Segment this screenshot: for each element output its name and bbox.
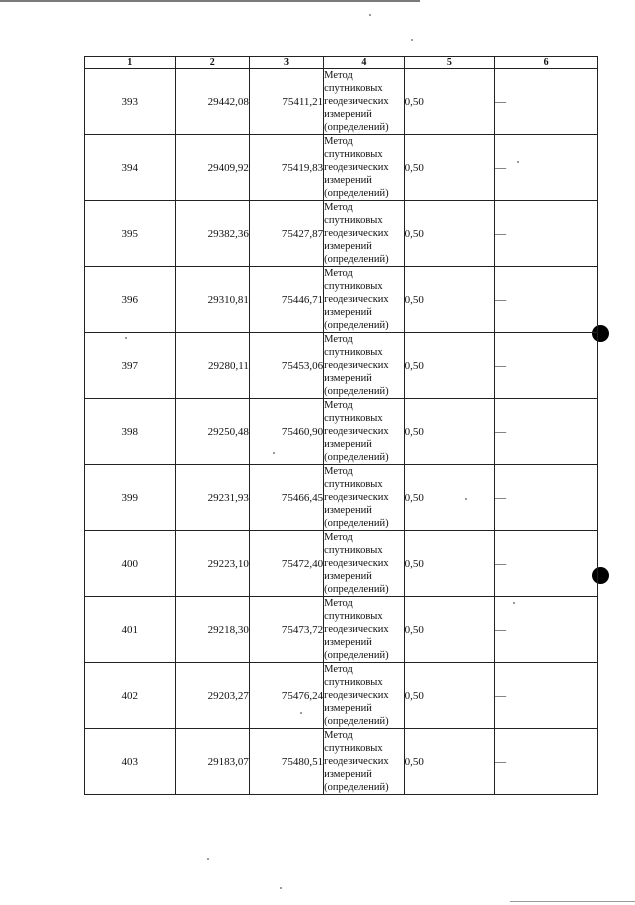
- coordinate-x: 29280,11: [175, 333, 249, 399]
- coordinate-x: 29231,93: [175, 465, 249, 531]
- coordinate-x: 29203,27: [175, 663, 249, 729]
- method-cell: Метод спутниковых геодезических измерений (определений): [324, 729, 404, 795]
- description-cell: —: [495, 69, 598, 135]
- coordinate-y: 75472,40: [249, 531, 323, 597]
- accuracy-cell: 0,50: [404, 399, 495, 465]
- column-header-2: 2: [175, 57, 249, 69]
- coordinate-y: 75453,06: [249, 333, 323, 399]
- table-row: [85, 465, 598, 531]
- coordinate-y: 75460,90: [249, 399, 323, 465]
- method-cell: Метод спутниковых геодезических измерений (определений): [324, 399, 404, 465]
- coordinate-y: 75411,21: [249, 69, 323, 135]
- accuracy-cell: 0,50: [404, 729, 495, 795]
- column-header-3: 3: [249, 57, 323, 69]
- method-cell: Метод спутниковых геодезических измерений (определений): [324, 201, 404, 267]
- table-row: [85, 69, 598, 135]
- method-cell: Метод спутниковых геодезических измерений (определений): [324, 333, 404, 399]
- coordinate-y: 75473,72: [249, 597, 323, 663]
- coordinate-y: 75466,45: [249, 465, 323, 531]
- description-cell: —: [495, 465, 598, 531]
- point-number: 394: [85, 135, 176, 201]
- coordinate-x: 29382,36: [175, 201, 249, 267]
- table-row: [85, 201, 598, 267]
- point-number: 393: [85, 69, 176, 135]
- coordinate-x: 29223,10: [175, 531, 249, 597]
- description-cell: —: [495, 267, 598, 333]
- method-cell: Метод спутниковых геодезических измерений (определений): [324, 465, 404, 531]
- point-number: 401: [85, 597, 176, 663]
- header-row: [85, 57, 598, 69]
- coordinate-x: 29250,48: [175, 399, 249, 465]
- accuracy-cell: 0,50: [404, 69, 495, 135]
- coordinate-x: 29310,81: [175, 267, 249, 333]
- coordinate-x: 29183,07: [175, 729, 249, 795]
- scan-top-edge: [0, 0, 420, 2]
- coordinate-x: 29218,30: [175, 597, 249, 663]
- accuracy-cell: 0,50: [404, 597, 495, 663]
- accuracy-cell: 0,50: [404, 267, 495, 333]
- coordinate-y: 75476,24: [249, 663, 323, 729]
- point-number: 395: [85, 201, 176, 267]
- point-number: 402: [85, 663, 176, 729]
- point-number: 403: [85, 729, 176, 795]
- point-number: 396: [85, 267, 176, 333]
- scan-speck: [411, 39, 413, 41]
- description-cell: —: [495, 531, 598, 597]
- table-row: [85, 531, 598, 597]
- point-number: 397: [85, 333, 176, 399]
- accuracy-cell: 0,50: [404, 333, 495, 399]
- table-row: [85, 333, 598, 399]
- method-cell: Метод спутниковых геодезических измерений (определений): [324, 69, 404, 135]
- coordinate-x: 29409,92: [175, 135, 249, 201]
- table-row: [85, 729, 598, 795]
- scan-bottom-edge: [510, 901, 635, 902]
- coordinate-y: 75419,83: [249, 135, 323, 201]
- point-number: 399: [85, 465, 176, 531]
- description-cell: —: [495, 399, 598, 465]
- table-row: [85, 399, 598, 465]
- coordinates-table: [84, 56, 598, 795]
- scan-speck: [280, 887, 282, 889]
- scan-speck: [369, 14, 371, 16]
- description-cell: —: [495, 201, 598, 267]
- method-cell: Метод спутниковых геодезических измерений (определений): [324, 531, 404, 597]
- coordinate-y: 75427,87: [249, 201, 323, 267]
- point-number: 400: [85, 531, 176, 597]
- point-number: 398: [85, 399, 176, 465]
- table-row: [85, 267, 598, 333]
- coordinate-y: 75446,71: [249, 267, 323, 333]
- table-row: [85, 135, 598, 201]
- scan-speck: [207, 858, 209, 860]
- coordinate-x: 29442,08: [175, 69, 249, 135]
- column-header-5: 5: [404, 57, 495, 69]
- description-cell: —: [495, 729, 598, 795]
- accuracy-cell: 0,50: [404, 663, 495, 729]
- accuracy-cell: 0,50: [404, 465, 495, 531]
- accuracy-cell: 0,50: [404, 135, 495, 201]
- description-cell: —: [495, 333, 598, 399]
- description-cell: —: [495, 135, 598, 201]
- description-cell: —: [495, 597, 598, 663]
- method-cell: Метод спутниковых геодезических измерений (определений): [324, 663, 404, 729]
- table-row: [85, 663, 598, 729]
- coordinate-y: 75480,51: [249, 729, 323, 795]
- method-cell: Метод спутниковых геодезических измерений (определений): [324, 135, 404, 201]
- description-cell: —: [495, 663, 598, 729]
- accuracy-cell: 0,50: [404, 531, 495, 597]
- method-cell: Метод спутниковых геодезических измерений (определений): [324, 267, 404, 333]
- column-header-4: 4: [324, 57, 404, 69]
- column-header-1: 1: [85, 57, 176, 69]
- method-cell: Метод спутниковых геодезических измерений (определений): [324, 597, 404, 663]
- table-row: [85, 597, 598, 663]
- accuracy-cell: 0,50: [404, 201, 495, 267]
- column-header-6: 6: [495, 57, 598, 69]
